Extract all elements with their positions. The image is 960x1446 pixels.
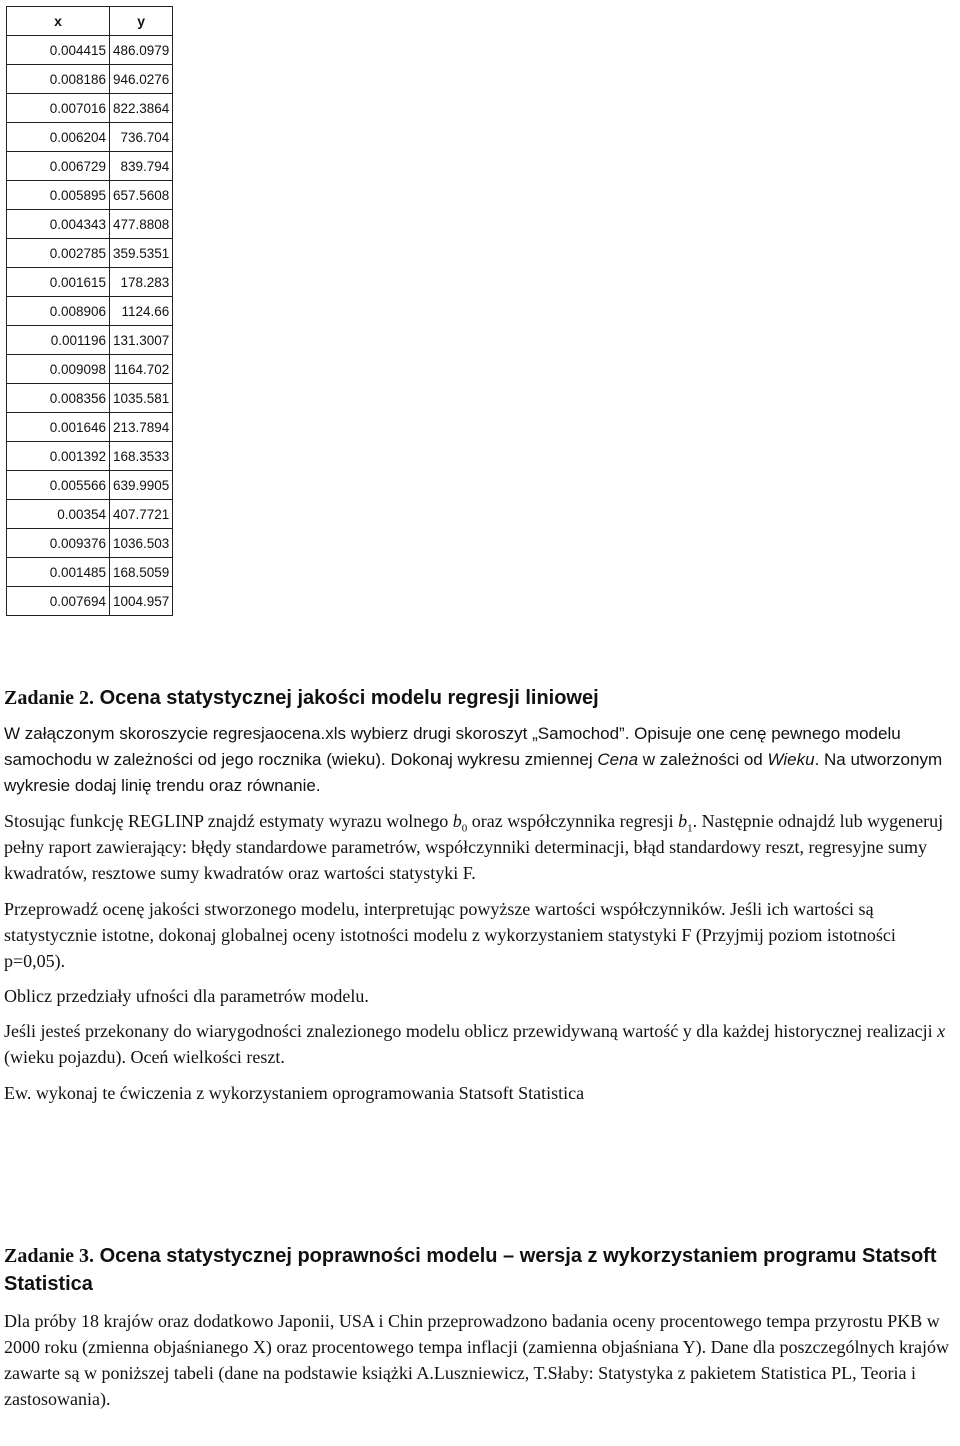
zadanie-2-paragraph-6: Ew. wykonaj te ćwiczenia z wykorzystaniem oprogramowania Statsoft Statistica bbox=[4, 1083, 585, 1103]
cell-y: 486.0979 bbox=[110, 36, 173, 65]
paragraph-text: Stosując funkcję REGLINP znajdź estymaty wyrazu wolnego bbox=[4, 811, 453, 831]
cell-y: 407.7721 bbox=[110, 500, 173, 529]
zadanie-3-heading bbox=[4, 1242, 956, 1298]
variable-x: x bbox=[937, 1021, 946, 1041]
cell-y: 168.3533 bbox=[110, 442, 173, 471]
cell-x: 0.007016 bbox=[7, 94, 110, 123]
table-row bbox=[7, 36, 173, 65]
cell-y: 359.5351 bbox=[110, 239, 173, 268]
cell-y: 736.704 bbox=[110, 123, 173, 152]
zadanie-2-paragraph-5 bbox=[4, 1018, 956, 1070]
paragraph-text: . Następnie odnajdź lub wygeneruj pełny raport zawierający: błędy standardowe parametrów, współczynniki determinacji, błąd standardowy reszt, regresyjne sumy kwadratów, resztowe sumy kwadratów oraz wartości statystyki F. bbox=[4, 811, 944, 883]
table-row bbox=[7, 239, 173, 268]
cell-x: 0.001485 bbox=[7, 558, 110, 587]
zadanie-3-section bbox=[4, 1242, 956, 1412]
table-row bbox=[7, 529, 173, 558]
zadanie-2-heading bbox=[4, 684, 956, 712]
subscript-0: 0 bbox=[461, 822, 468, 835]
zadanie-3-number: Zadanie 3. bbox=[4, 1245, 95, 1267]
cell-y: 822.3864 bbox=[110, 94, 173, 123]
table-header-row bbox=[7, 7, 173, 36]
cell-y: 168.5059 bbox=[110, 558, 173, 587]
cell-x: 0.005895 bbox=[7, 181, 110, 210]
cell-x: 0.009098 bbox=[7, 355, 110, 384]
subscript-1: 1 bbox=[687, 822, 693, 835]
cell-y: 657.5608 bbox=[110, 181, 173, 210]
zadanie-2-paragraph-4: Oblicz przedziały ufności dla parametrów modelu. bbox=[4, 986, 369, 1006]
table-row bbox=[7, 326, 173, 355]
cell-y: 131.3007 bbox=[110, 326, 173, 355]
table-row bbox=[7, 181, 173, 210]
column-header-x: x bbox=[7, 7, 110, 36]
zadanie-2-paragraph-3: Przeprowadź ocenę jakości stworzonego modelu, interpretując powyższe wartości współczynników. Jeśli ich wartości są statystycznie istotne, dokonaj globalnej oceny istotności modelu z wykorzystaniem statystyki F (Przyjmij poziom istotności p=0,05). bbox=[4, 899, 896, 971]
cell-x: 0.008186 bbox=[7, 65, 110, 94]
cell-y: 1124.66 bbox=[110, 297, 173, 326]
cell-x: 0.00354 bbox=[7, 500, 110, 529]
zadanie-2-title: Ocena statystycznej jakości modelu regresji liniowej bbox=[94, 687, 599, 709]
cell-x: 0.008906 bbox=[7, 297, 110, 326]
cell-y: 839.794 bbox=[110, 152, 173, 181]
symbol-b0: b bbox=[452, 811, 462, 831]
cell-y: 1035.581 bbox=[110, 384, 173, 413]
cell-y: 477.8808 bbox=[110, 210, 173, 239]
cell-x: 0.001196 bbox=[7, 326, 110, 355]
cell-x: 0.001646 bbox=[7, 413, 110, 442]
xy-data-table bbox=[6, 6, 173, 616]
cell-x: 0.007694 bbox=[7, 587, 110, 616]
variable-wieku: Wieku bbox=[767, 750, 815, 769]
table-row bbox=[7, 442, 173, 471]
table-row bbox=[7, 558, 173, 587]
paragraph-text: (wieku pojazdu). Oceń wielkości reszt. bbox=[4, 1047, 285, 1067]
zadanie-3-paragraph-1: Dla próby 18 krajów oraz dodatkowo Japonii, USA i Chin przeprowadzono badania oceny procentowego tempa przyrostu PKB w 2000 roku (zmienna objaśnianego X) oraz procentowego tempa inflacji (zamienna objaśniana Y). Dane dla poszczególnych krajów zawarte są w poniższej tabeli (dane na podstawie książki A.Luszniewicz, T.Słaby: Statystyka z pakietem Statistica PL, Teoria i zastosowania). bbox=[4, 1311, 949, 1409]
cell-x: 0.004343 bbox=[7, 210, 110, 239]
table-row bbox=[7, 268, 173, 297]
table-row bbox=[7, 587, 173, 616]
table-row bbox=[7, 152, 173, 181]
table-row bbox=[7, 413, 173, 442]
column-header-y: y bbox=[110, 7, 173, 36]
cell-y: 1164.702 bbox=[110, 355, 173, 384]
table-row bbox=[7, 65, 173, 94]
cell-y: 178.283 bbox=[110, 268, 173, 297]
table-row bbox=[7, 471, 173, 500]
table-row bbox=[7, 210, 173, 239]
variable-cena: Cena bbox=[597, 750, 639, 769]
zadanie-2-paragraph-1 bbox=[4, 721, 956, 799]
cell-y: 1036.503 bbox=[110, 529, 173, 558]
zadanie-2-number: Zadanie 2. bbox=[4, 687, 95, 709]
zadanie-2-section bbox=[4, 684, 956, 1106]
symbol-b1: b bbox=[678, 811, 688, 831]
cell-x: 0.008356 bbox=[7, 384, 110, 413]
cell-x: 0.009376 bbox=[7, 529, 110, 558]
cell-x: 0.001615 bbox=[7, 268, 110, 297]
paragraph-text: oraz współczynnika regresji bbox=[467, 811, 679, 831]
paragraph-text: . Na utworzonym wykresie dodaj linię trendu oraz równanie. bbox=[4, 750, 943, 795]
cell-y: 1004.957 bbox=[110, 587, 173, 616]
paragraph-text: w zależności od bbox=[638, 750, 768, 769]
cell-y: 946.0276 bbox=[110, 65, 173, 94]
table-row bbox=[7, 94, 173, 123]
paragraph-text: W załączonym skoroszycie regresjaocena.xls wybierz drugi skoroszyt „Samochod”. Opisuje one cenę pewnego modelu samochodu w zależności od jego rocznika (wieku). Dokonaj wykresu zmiennej bbox=[4, 724, 901, 769]
table-row bbox=[7, 297, 173, 326]
cell-x: 0.004415 bbox=[7, 36, 110, 65]
cell-x: 0.001392 bbox=[7, 442, 110, 471]
cell-y: 639.9905 bbox=[110, 471, 173, 500]
cell-x: 0.006729 bbox=[7, 152, 110, 181]
table-row bbox=[7, 384, 173, 413]
table-row bbox=[7, 500, 173, 529]
cell-y: 213.7894 bbox=[110, 413, 173, 442]
paragraph-text: Jeśli jesteś przekonany do wiarygodności znalezionego modelu oblicz przewidywaną wartość y dla każdej historycznej realizacji bbox=[4, 1021, 938, 1041]
table-row bbox=[7, 355, 173, 384]
zadanie-3-title: Ocena statystycznej poprawności modelu – wersja z wykorzystaniem programu Statsoft Statistica bbox=[4, 1245, 937, 1295]
table-row bbox=[7, 123, 173, 152]
cell-x: 0.002785 bbox=[7, 239, 110, 268]
zadanie-2-paragraph-2 bbox=[4, 808, 956, 886]
cell-x: 0.005566 bbox=[7, 471, 110, 500]
cell-x: 0.006204 bbox=[7, 123, 110, 152]
